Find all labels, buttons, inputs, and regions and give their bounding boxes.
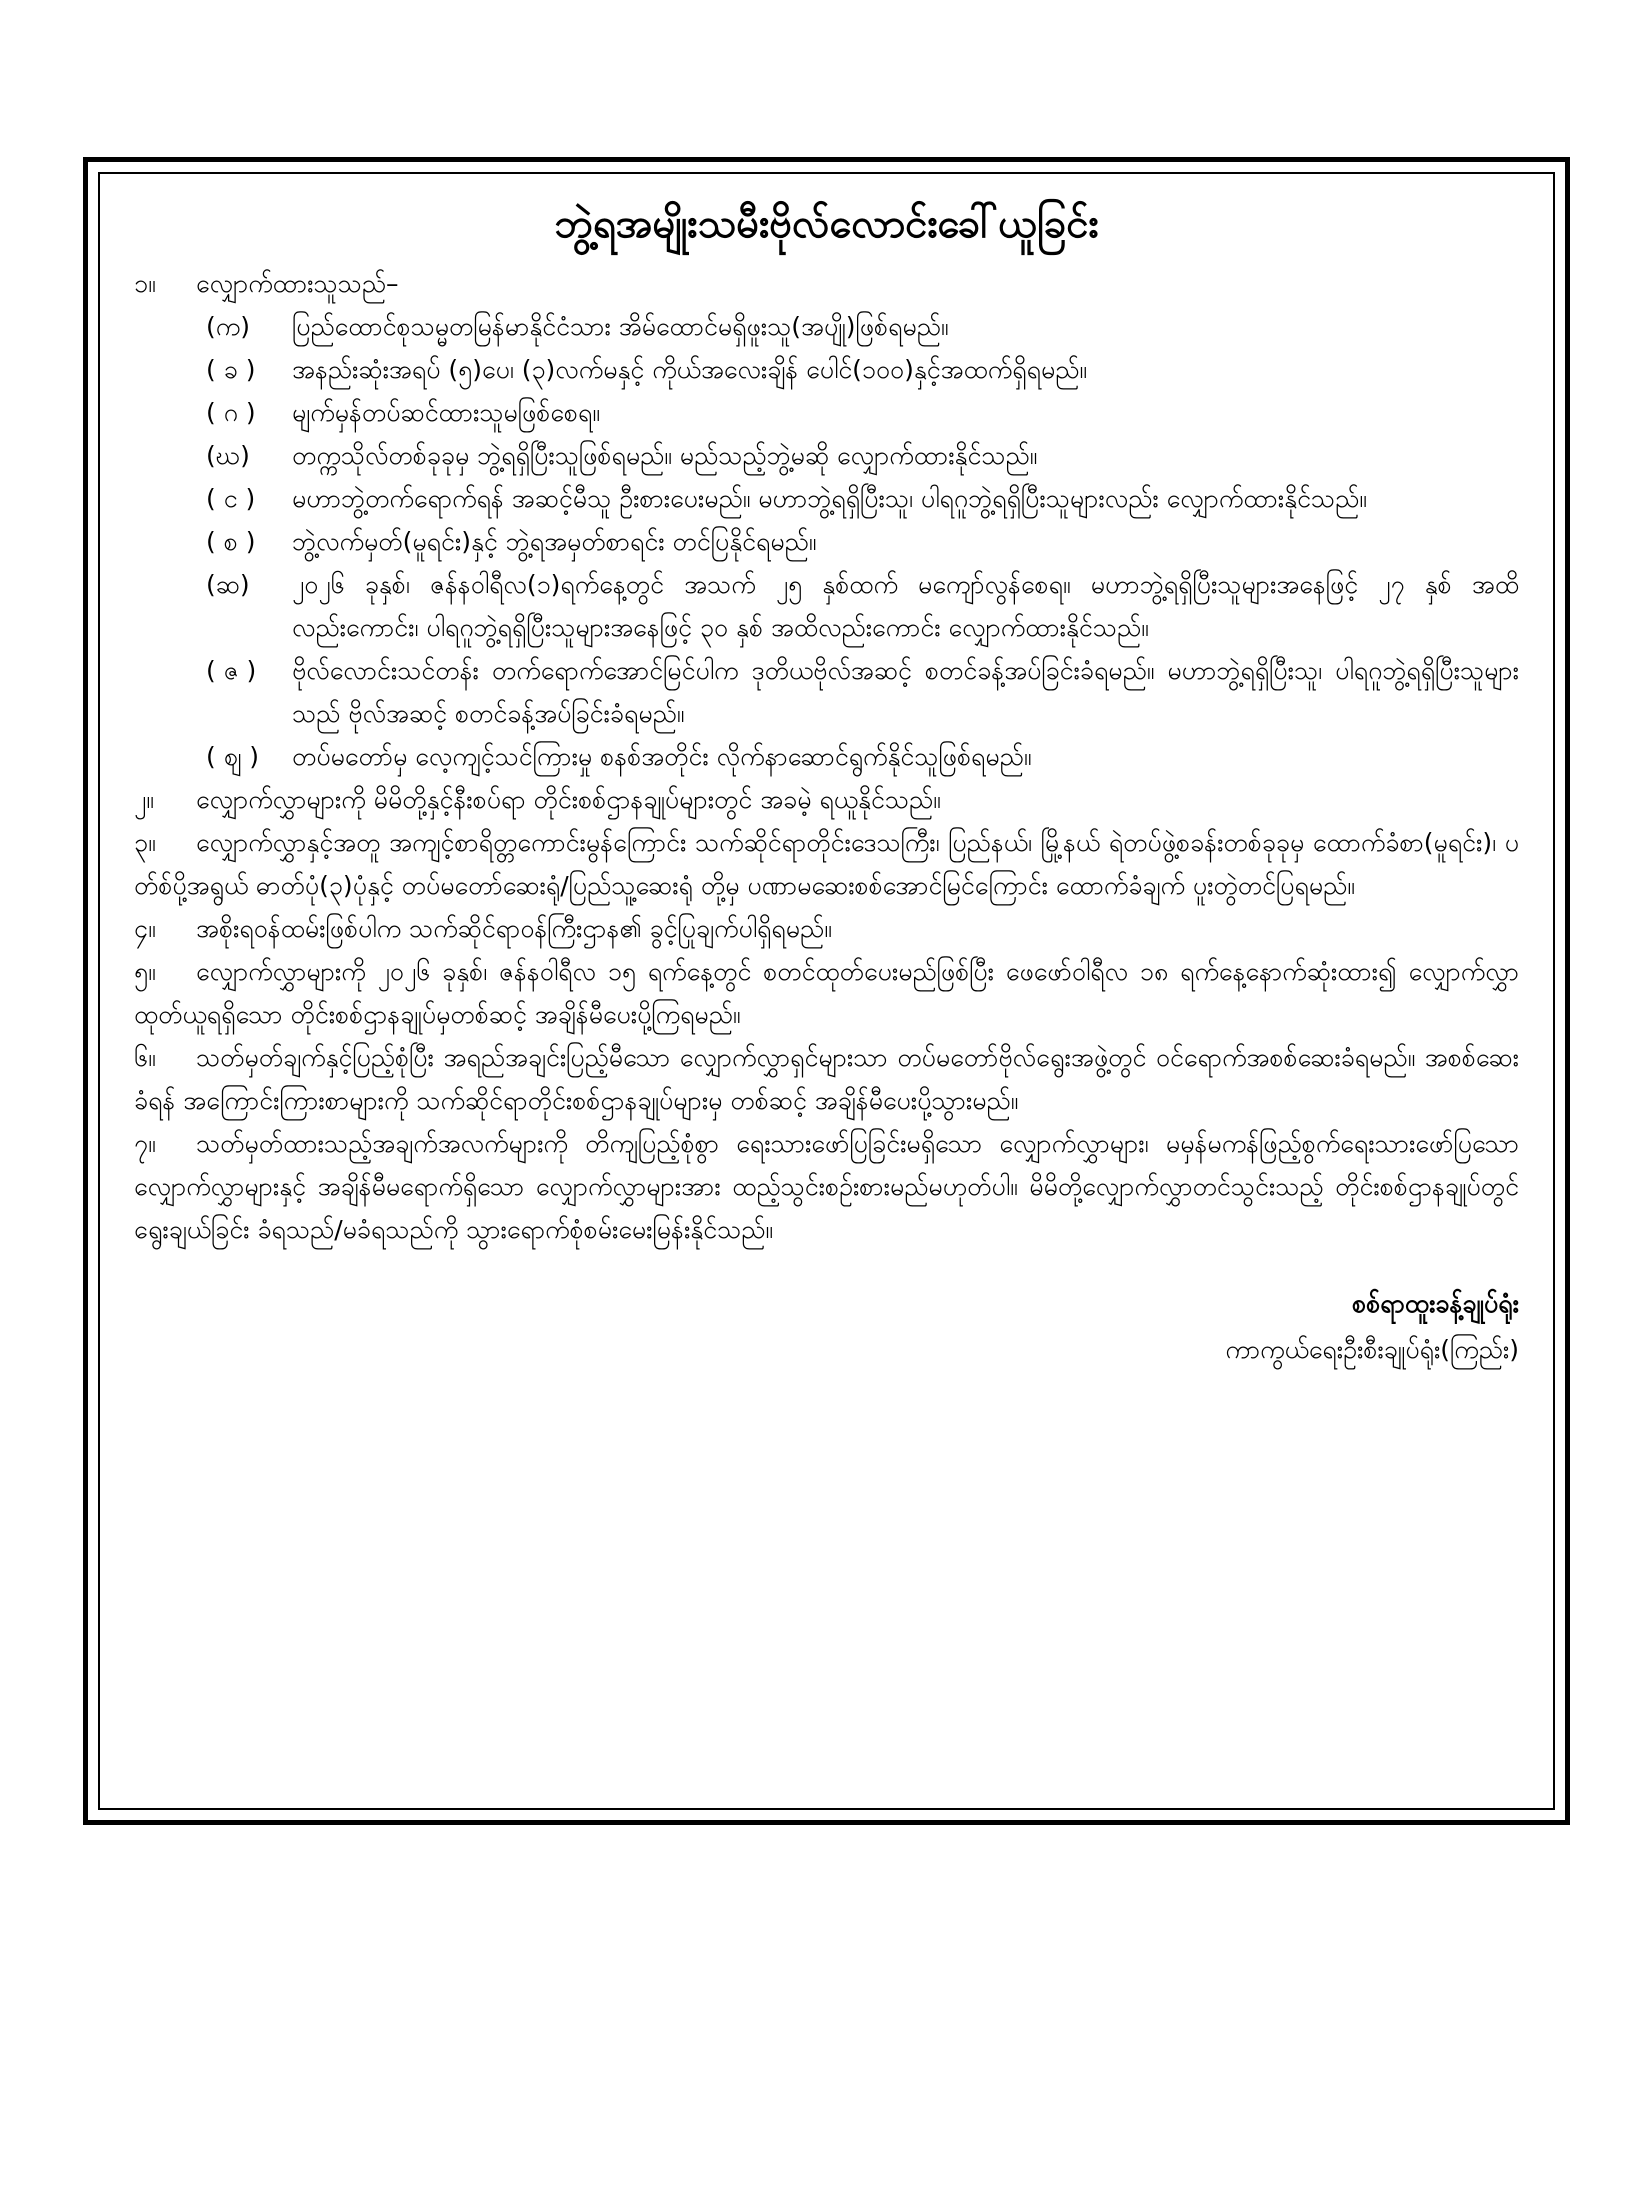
list-marker: ( ဂ ) <box>206 398 256 427</box>
list-item <box>134 391 1519 434</box>
list-item-text: ဘွဲ့လက်မှတ်(မူရင်း)နှင့် ဘွဲ့ရအမှတ်စာရင်း တင်ပြနိုင်ရမည်။ <box>292 527 817 556</box>
list-item <box>134 348 1519 391</box>
paragraph-number: ၇။ <box>134 1129 156 1158</box>
paragraph-text: လျှောက်လွှာနှင့်အတူ အကျင့်စာရိတ္တကောင်းမွန်ကြောင်း သက်ဆိုင်ရာတိုင်းဒေသကြီး၊ ပြည်နယ်၊ မြို့နယ် ရဲတပ်ဖွဲ့စခန်းတစ်ခုခုမှ ထောက်ခံစာ(မူရင်း)၊ ပတ်စ်ပို့အရွယ် ဓာတ်ပုံ(၃)ပုံနှင့် တပ်မတော်ဆေးရုံ/ပြည်သူ့ဆေးရုံ တို့မှ ပဏာမဆေးစစ်အောင်မြင်ကြောင်း ထောက်ခံချက် ပူးတွဲတင်ပြရမည်။ <box>134 828 1519 900</box>
paragraph-5 <box>134 950 1519 1036</box>
list-item-text: တပ်မတော်မှ လေ့ကျင့်သင်ကြားမှု စနစ်အတိုင်း လိုက်နာဆောင်ရွက်နိုင်သူဖြစ်ရမည်။ <box>292 742 1032 771</box>
list-marker: (ဃ) <box>206 441 250 470</box>
paragraph-2 <box>134 778 1519 821</box>
document-outer-border <box>83 157 1570 1825</box>
list-marker: (ဆ) <box>206 570 250 599</box>
list-item <box>134 735 1519 778</box>
paragraph-number: ၄။ <box>134 914 156 943</box>
requirements-list <box>134 305 1519 778</box>
document-inner-border <box>98 172 1555 1810</box>
document-title: ဘွဲ့ရအမျိုးသမီးဗိုလ်လောင်းခေါ်ယူခြင်း <box>554 201 1099 247</box>
list-item <box>134 305 1519 348</box>
list-item <box>134 520 1519 563</box>
signature-office: စစ်ရာထူးခန့်ချုပ်ရုံး <box>1352 1289 1519 1318</box>
list-item-text: မျက်မှန်တပ်ဆင်ထားသူမဖြစ်စေရ။ <box>292 398 600 427</box>
paragraph-text: သတ်မှတ်ထားသည့်အချက်အလက်များကို တိကျပြည့်စုံစွာ ရေးသားဖော်ပြခြင်းမရှိသော လျှောက်လွှာများ၊ မမှန်မကန်ဖြည့်စွက်ရေးသားဖော်ပြသော လျှောက်လွှာများနှင့် အချိန်မီမရောက်ရှိသော လျှောက်လွှာများအား ထည့်သွင်းစဉ်းစားမည်မဟုတ်ပါ။ မိမိတို့လျှောက်လွှာတင်သွင်းသည့် တိုင်းစစ်ဌာနချုပ်တွင် ရွေးချယ်ခြင်း ခံရသည်/မခံရသည်ကို သွားရောက်စုံစမ်းမေးမြန်းနိုင်သည်။ <box>134 1129 1519 1244</box>
section-number: ၁။ <box>134 269 156 298</box>
list-marker: ( ခ ) <box>206 355 256 384</box>
paragraph-number: ၃။ <box>134 828 156 857</box>
list-marker: ( ဇ ) <box>206 656 257 685</box>
paragraph-4 <box>134 907 1519 950</box>
section-1-heading <box>134 262 1519 305</box>
list-item <box>134 477 1519 520</box>
paragraph-7 <box>134 1122 1519 1251</box>
paragraph-text: အစိုးရဝန်ထမ်းဖြစ်ပါက သက်ဆိုင်ရာဝန်ကြီးဌာန၏ ခွင့်ပြုချက်ပါရှိရမည်။ <box>196 914 832 943</box>
list-marker: ( စ ) <box>206 527 256 556</box>
signature-block <box>134 1281 1519 1373</box>
paragraph-text: သတ်မှတ်ချက်နှင့်ပြည့်စုံပြီး အရည်အချင်းပြည့်မီသော လျှောက်လွှာရှင်များသာ တပ်မတော်ဗိုလ်ရွေးအဖွဲ့တွင် ဝင်ရောက်အစစ်ဆေးခံရမည်။ အစစ်ဆေးခံရန် အကြောင်းကြားစာများကို သက်ဆိုင်ရာတိုင်းစစ်ဌာနချုပ်များမှ တစ်ဆင့် အချိန်မီပေးပို့သွားမည်။ <box>134 1043 1519 1115</box>
list-marker: ( င ) <box>206 484 256 513</box>
paragraph-number: ၅။ <box>134 957 156 986</box>
section-heading-text: လျှောက်ထားသူသည်– <box>196 269 399 298</box>
paragraph-text: လျှောက်လွှာများကို မိမိတို့နှင့်နီးစပ်ရာ တိုင်းစစ်ဌာနချုပ်များတွင် အခမဲ့ ရယူနိုင်သည်။ <box>196 785 941 814</box>
list-item <box>134 434 1519 477</box>
list-item-text: အနည်းဆုံးအရပ် (၅)ပေ၊ (၃)လက်မနှင့် ကိုယ်အလေးချိန် ပေါင်(၁၀၀)နှင့်အထက်ရှိရမည်။ <box>292 355 1087 384</box>
paragraph-number: ၆။ <box>134 1043 156 1072</box>
paragraph-6 <box>134 1036 1519 1122</box>
list-item <box>134 649 1519 735</box>
paragraph-3 <box>134 821 1519 907</box>
list-marker: ( ဈ ) <box>206 742 260 771</box>
list-item-text: ဗိုလ်လောင်းသင်တန်း တက်ရောက်အောင်မြင်ပါက ဒုတိယဗိုလ်အဆင့် စတင်ခန့်အပ်ခြင်းခံရမည်။ မဟာဘွဲ့ရရှိပြီးသူ၊ ပါရဂူဘွဲ့ရရှိပြီးသူများသည် ဗိုလ်အဆင့် စတင်ခန့်အပ်ခြင်းခံရမည်။ <box>292 656 1519 728</box>
paragraph-number: ၂။ <box>134 785 154 814</box>
list-item-text: မဟာဘွဲ့တက်ရောက်ရန် အဆင့်မီသူ ဦးစားပေးမည်။ မဟာဘွဲ့ရရှိပြီးသူ၊ ပါရဂူဘွဲ့ရရှိပြီးသူများလည်း လျှောက်ထားနိုင်သည်။ <box>292 484 1367 513</box>
paragraph-text: လျှောက်လွှာများကို ၂၀၂၆ ခုနှစ်၊ ဇန်နဝါရီလ ၁၅ ရက်နေ့တွင် စတင်ထုတ်ပေးမည်ဖြစ်ပြီး ဖေဖော်ဝါရီလ ၁၈ ရက်နေ့နောက်ဆုံးထား၍ လျှောက်လွှာထုတ်ယူရရှိသော တိုင်းစစ်ဌာနချုပ်မှတစ်ဆင့် အချိန်မီပေးပို့ကြရမည်။ <box>134 957 1519 1029</box>
list-item <box>134 563 1519 649</box>
list-marker: (က) <box>206 312 250 341</box>
signature-department: ကာကွယ်ရေးဦးစီးချုပ်ရုံး(ကြည်း) <box>1225 1335 1519 1364</box>
list-item-text: ပြည်ထောင်စုသမ္မတမြန်မာနိုင်ငံသား အိမ်ထောင်မရှိဖူးသူ(အပျို)ဖြစ်ရမည်။ <box>292 312 949 341</box>
list-item-text: ၂၀၂၆ ခုနှစ်၊ ဇန်နဝါရီလ(၁)ရက်နေ့တွင် အသက် ၂၅ နှစ်ထက် မကျော်လွန်စေရ။ မဟာဘွဲ့ရရှိပြီးသူများအနေဖြင့် ၂၇ နှစ် အထိလည်းကောင်း၊ ပါရဂူဘွဲ့ရရှိပြီးသူများအနေဖြင့် ၃၀ နှစ် အထိလည်းကောင်း လျှောက်ထားနိုင်သည်။ <box>292 570 1519 642</box>
list-item-text: တက္ကသိုလ်တစ်ခုခုမှ ဘွဲ့ရရှိပြီးသူဖြစ်ရမည်။ မည်သည့်ဘွဲ့မဆို လျှောက်ထားနိုင်သည်။ <box>292 441 1038 470</box>
